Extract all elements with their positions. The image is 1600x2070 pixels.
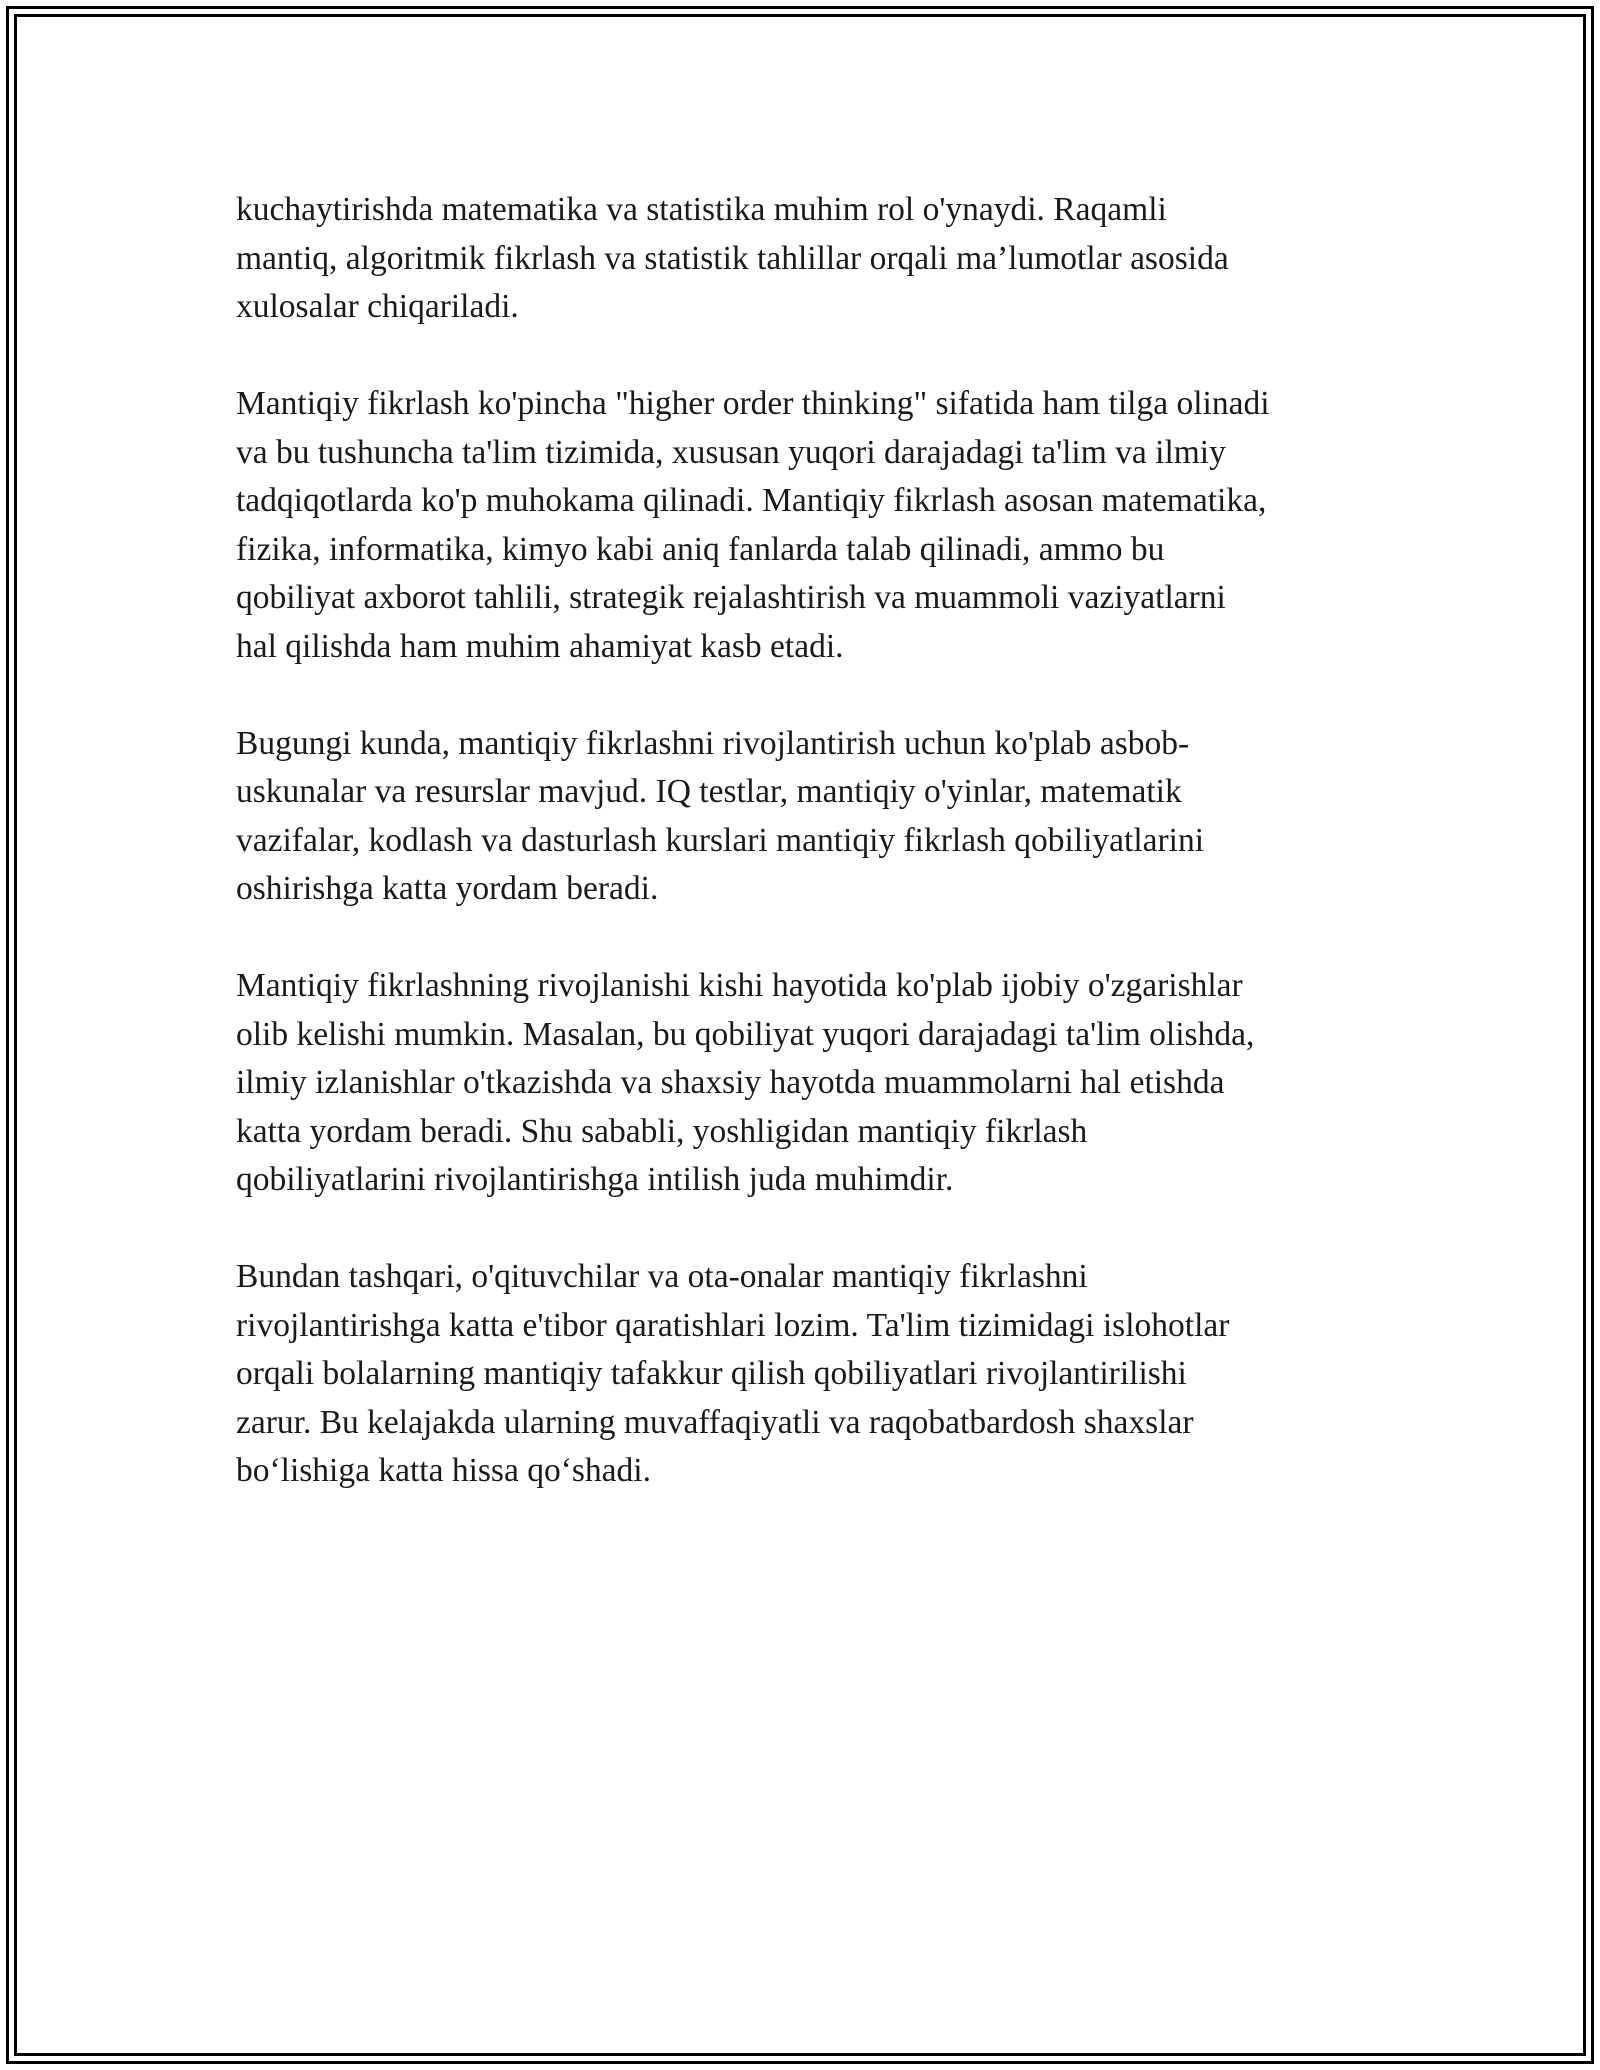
paragraph: Bundan tashqari, o'qituvchilar va ota-onalar mantiqiy fikrlashni rivojlantirishga katta e'tibor qaratishlari lozim. Ta'lim tizimidagi islohotlar orqali bolalarning mantiqiy tafakkur qilish qobiliyatlari rivojlantirilishi zarur. Bu kelajakda ularning muvaffaqiyatli va raqobatbardosh shaxslar bo‘lishiga katta hissa qo‘shadi. (236, 1258, 1230, 1489)
paragraph: Mantiqiy fikrlashning rivojlanishi kishi hayotida ko'plab ijobiy o'zgarishlar olib kelishi mumkin. Masalan, bu qobiliyat yuqori darajadagi ta'lim olishda, ilmiy izlanishlar o'tkazishda va shaxsiy hayotda muammolarni hal etishda katta yordam beradi. Shu sababli, yoshligidan mantiqiy fikrlash qobiliyatlarini rivojlantirishga intilish juda muhimdir. (236, 967, 1255, 1198)
paragraph: kuchaytirishda matematika va statistika muhim rol o'ynaydi. Raqamli mantiq, algoritmik fikrlash va statistik tahlillar orqali ma’lumotlar asosida xulosalar chiqariladi. (236, 191, 1229, 325)
paragraph: Mantiqiy fikrlash ko'pincha "higher order thinking" sifatida ham tilga olinadi va bu tushuncha ta'lim tizimida, xususan yuqori darajadagi ta'lim va ilmiy tadqiqotlarda ko'p muhokama qilinadi. Mantiqiy fikrlash asosan matematika, fizika, informatika, kimyo kabi aniq fanlarda talab qilinadi, ammo bu qobiliyat axborot tahlili, strategik rejalashtirish va muammoli vaziyatlarni hal qilishda ham muhim ahamiyat kasb etadi. (236, 385, 1270, 665)
paragraph: Bugungi kunda, mantiqiy fikrlashni rivojlantirish uchun ko'plab asbob- uskunalar va resurslar mavjud. IQ testlar, mantiqiy o'yinlar, matematik vazifalar, kodlash va dasturlash kurslari mantiqiy fikrlash qobiliyatlarini oshirishga katta yordam beradi. (236, 724, 1205, 907)
document-body (236, 186, 1376, 1544)
